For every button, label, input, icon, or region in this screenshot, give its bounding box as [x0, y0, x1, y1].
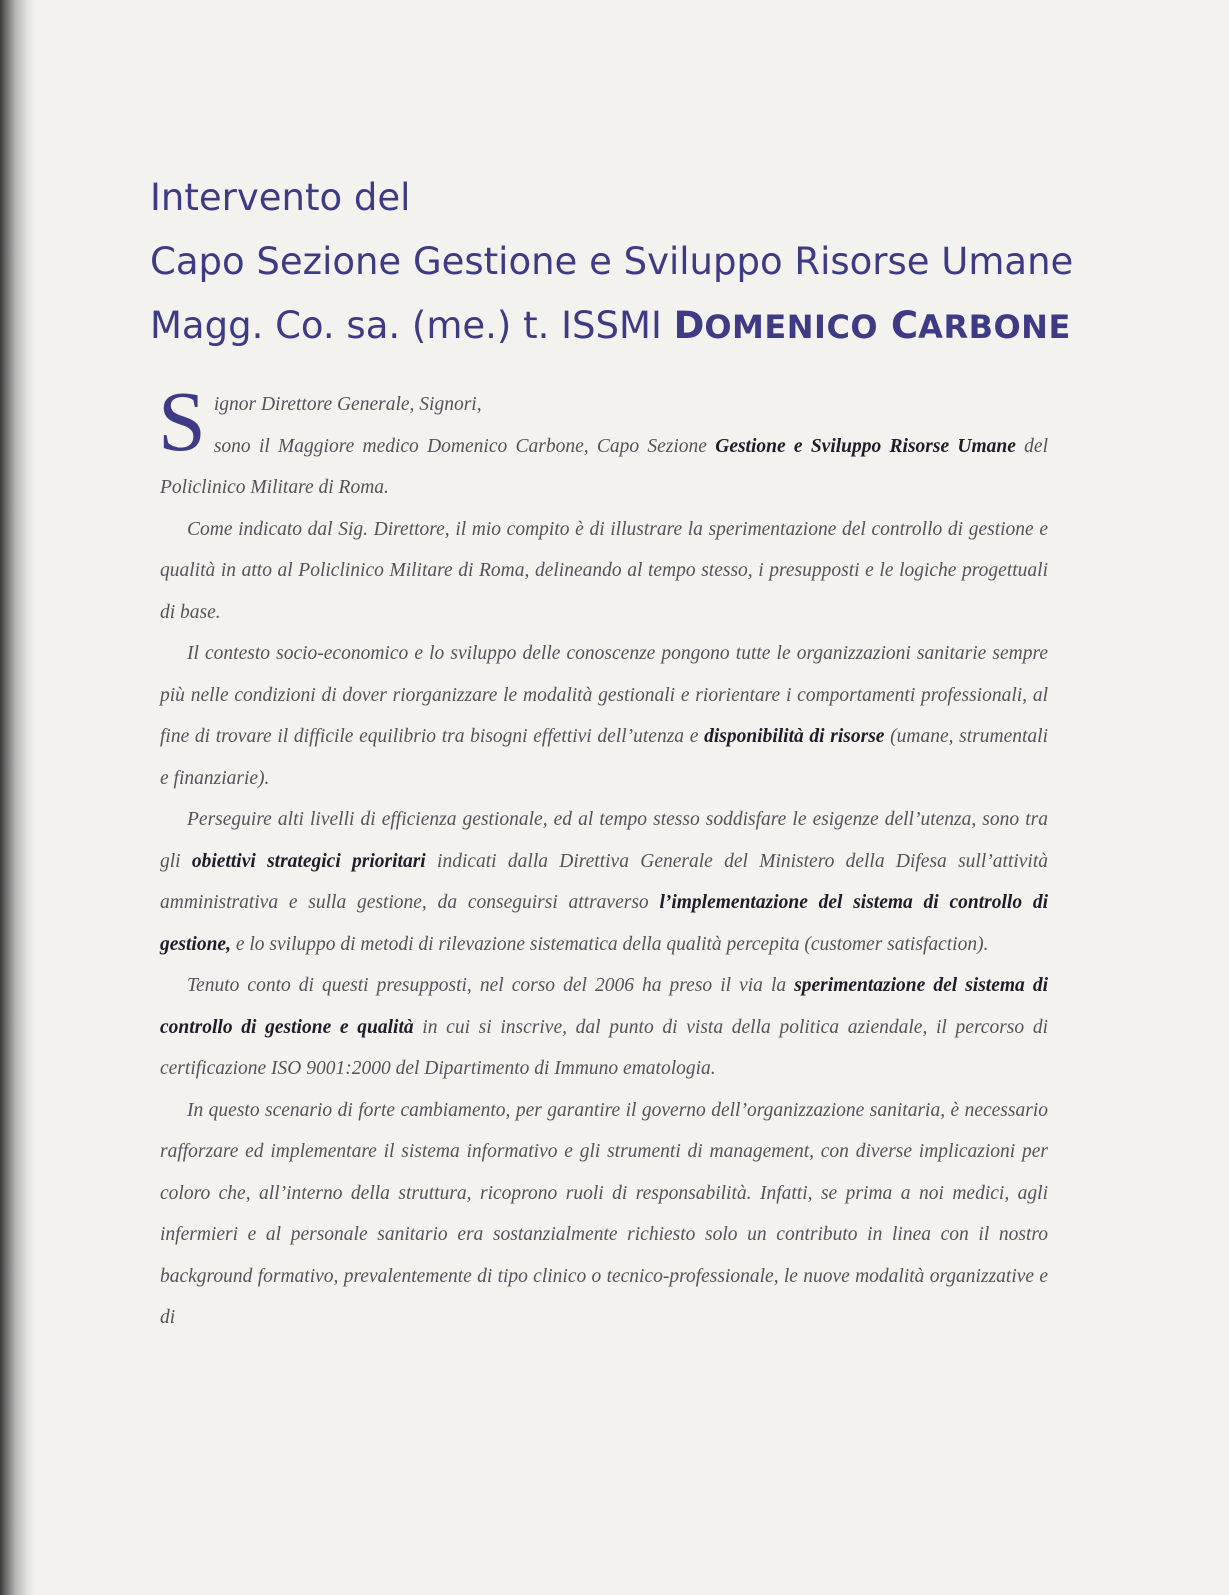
paragraph-2: Come indicato dal Sig. Direttore, il mio compito è di illustrare la sperimentazione del controllo di gestione e qualità in atto al Policlinico Militare di Roma, delineando al tempo stesso, i presupposti e le logiche progettuali di base.: [160, 518, 1048, 623]
book-spine-shadow: [0, 0, 36, 1595]
paragraph-3: Il contesto socio-economico e lo sviluppo delle conoscenze pongono tutte le organizzazioni sanitarie sempre più nelle condizioni di dover riorganizzare le modalità gestionali e riorientare i comportamenti professionali, al fine di trovare il difficile equilibrio tra bisogni effettivi dell’utenza e disponibilità di risorse (umane, strumentali e finanziarie).: [160, 643, 1048, 789]
paragraph-4: Perseguire alti livelli di efficienza gestionale, ed al tempo stesso soddisfare le esigenze dell’utenza, sono tra gli obiettivi strategici prioritari indicati dalla Direttiva Generale del Ministero della Difesa sull’attività amministrativa e sulla gestione, da conseguirsi attraverso l’implementazione del sistema di controllo di gestione, e lo sviluppo di metodi di rilevazione sistematica della qualità percepita (customer satisfaction).: [160, 809, 1049, 955]
drop-cap: S: [158, 373, 206, 469]
paragraph-5: Tenuto conto di questi presupposti, nel corso del 2006 ha preso il via la sperimentazione del sistema di controllo di gestione e qualità in cui si inscrive, dal punto di vista della politica aziendale, il percorso di certificazione ISO 9001:2000 del Dipartimento di Immuno ematologia.: [160, 975, 1048, 1079]
article-title: [150, 166, 1150, 359]
title-rank: Magg. Co. sa. (me.) t. ISSMI: [150, 304, 674, 347]
article-body: [158, 373, 1049, 1339]
author-name: DOMENICO CARBONE: [673, 304, 1071, 347]
paragraph-1: Signor Direttore Generale, Signori, sono il Maggiore medico Domenico Carbone, Capo Sezione Gestione e Sviluppo Risorse Umane del Policlinico Militare di Roma.: [158, 373, 1048, 498]
paragraph-6: In questo scenario di forte cambiamento, per garantire il governo dell’organizzazione sanitaria, è necessario rafforzare ed implementare il sistema informativo e gli strumenti di management, con diverse implicazioni per coloro che, all’interno della struttura, ricoprono ruoli di responsabilità. Infatti, se prima a noi medici, agli infermieri e al personale sanitario era sostanzialmente richiesto solo un contributo in linea con il nostro background formativo, prevalentemente di tipo clinico o tecnico-professionale, le nuove modalità organizzative e di: [160, 1099, 1048, 1328]
title-line-1: Intervento del: [150, 176, 411, 219]
title-line-2: Capo Sezione Gestione e Sviluppo Risorse Umane: [150, 240, 1074, 283]
title-line-3: [150, 294, 1150, 359]
